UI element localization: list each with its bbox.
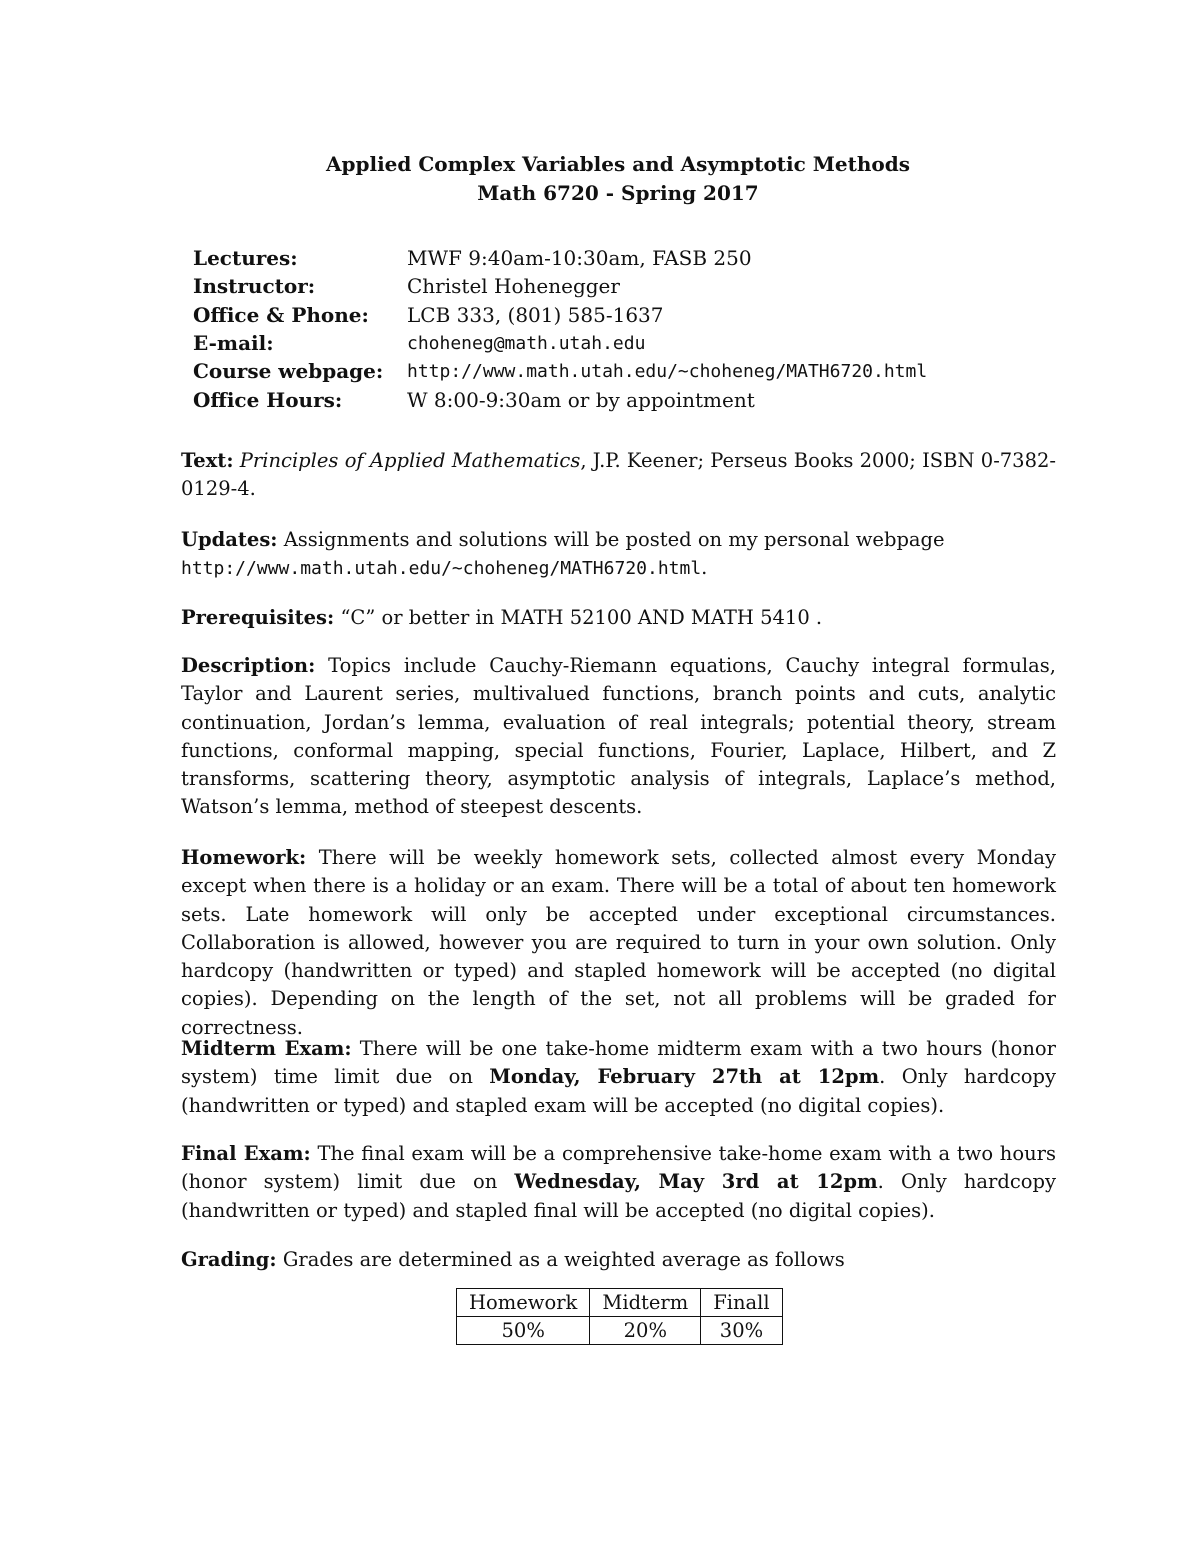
grading-paragraph	[181, 1246, 1056, 1274]
hours-label: Office Hours:	[193, 387, 343, 412]
info-row-email	[193, 329, 927, 357]
text-paragraph	[181, 447, 1056, 504]
updates-label: Updates:	[181, 528, 278, 551]
grading-header-homework: Homework	[457, 1289, 590, 1317]
midterm-label: Midterm Exam:	[181, 1037, 352, 1060]
grading-value-homework: 50%	[457, 1317, 590, 1345]
final-due-date: Wednesday, May 3rd at 12pm	[514, 1170, 878, 1194]
updates-paragraph	[181, 526, 1056, 584]
description-body: Topics include Cauchy-Riemann equations, Cauchy integral formulas, Taylor and Laurent series, multivalued functions, branch points and cuts, analytic continuation, Jordan’s lemma, evaluation of real integrals; potential theory, stream functions, conformal mapping, special functions, Fourier, Laplace, Hilbert, and Z transforms, scattering theory, asymptotic analysis of integrals, Laplace’s method, Watson’s lemma, method of steepest descents.	[181, 654, 1056, 819]
grading-header-row	[457, 1289, 783, 1317]
midterm-paragraph	[181, 1035, 1056, 1120]
final-body-start: The final exam will be a comprehensive take-home exam with a two hours (honor system) limit due on	[181, 1142, 1056, 1194]
info-row-instructor	[193, 272, 927, 300]
grading-header-midterm: Midterm	[590, 1289, 701, 1317]
info-row-lectures	[193, 244, 927, 272]
text-book-title: Principles of Applied Mathematics	[239, 449, 581, 472]
course-subtitle: Math 6720 - Spring 2017	[477, 181, 759, 205]
office-value: LCB 333, (801) 585-1637	[407, 302, 664, 327]
grading-body: Grades are determined as a weighted average as follows	[282, 1248, 845, 1271]
course-info-table	[193, 244, 927, 414]
email-value[interactable]: choheneg@math.utah.edu	[407, 332, 646, 354]
webpage-link[interactable]: http://www.math.utah.edu/~choheneg/MATH6720.html	[407, 360, 928, 382]
info-row-hours	[193, 385, 927, 413]
midterm-body-end: . Only hardcopy (handwritten or typed) and stapled exam will be accepted (no digital copies).	[181, 1065, 1056, 1117]
final-paragraph	[181, 1140, 1056, 1225]
updates-body: Assignments and solutions will be posted on my personal webpage	[283, 528, 945, 551]
office-label: Office & Phone:	[193, 302, 369, 327]
info-row-office	[193, 301, 927, 329]
grading-value-final: 30%	[701, 1317, 782, 1345]
updates-url-link[interactable]: http://www.math.utah.edu/~choheneg/MATH6720.html	[181, 558, 702, 580]
prerequisites-paragraph	[181, 604, 1056, 632]
email-label: E-mail:	[193, 331, 274, 356]
final-label: Final Exam:	[181, 1142, 311, 1165]
webpage-label: Course webpage:	[193, 359, 384, 384]
grading-values-row	[457, 1317, 783, 1345]
lectures-value: MWF 9:40am-10:30am, FASB 250	[407, 246, 752, 271]
prerequisites-body: “C” or better in MATH 52100 AND MATH 5410 .	[340, 606, 823, 629]
instructor-label: Instructor:	[193, 274, 316, 299]
hours-value: W 8:00-9:30am or by appointment	[407, 387, 755, 412]
lectures-label: Lectures:	[193, 246, 298, 271]
grading-value-midterm: 20%	[590, 1317, 701, 1345]
homework-label: Homework:	[181, 846, 307, 869]
text-label: Text:	[181, 449, 234, 472]
final-body-end: . Only hardcopy (handwritten or typed) and stapled final will be accepted (no digital copies).	[181, 1170, 1057, 1222]
instructor-value: Christel Hohenegger	[407, 274, 620, 299]
text-book-details: , J.P. Keener; Perseus Books 2000; ISBN 0-7382-0129-4.	[181, 449, 1056, 501]
description-paragraph	[181, 652, 1056, 822]
homework-paragraph	[181, 844, 1056, 1042]
course-title: Applied Complex Variables and Asymptotic Methods	[325, 152, 910, 176]
midterm-body-start: There will be one take-home midterm exam with a two hours (honor system) time limit due on	[181, 1037, 1056, 1089]
updates-end: .	[701, 556, 708, 580]
homework-body: There will be weekly homework sets, collected almost every Monday except when there is a holiday or an exam. There will be a total of about ten homework sets. Late homework will only be accepted under exceptional circumstances. Collaboration is allowed, however you are required to turn in your own solution. Only hardcopy (handwritten or typed) and stapled homework will be accepted (no digital copies). Depending on the length of the set, not all problems will be graded for correctness.	[181, 846, 1056, 1039]
prerequisites-label: Prerequisites:	[181, 606, 335, 629]
grading-label: Grading:	[181, 1248, 277, 1271]
description-label: Description:	[181, 654, 316, 677]
info-row-webpage	[193, 357, 927, 385]
grading-table	[456, 1288, 783, 1345]
midterm-due-date: Monday, February 27th at 12pm	[489, 1065, 880, 1089]
grading-header-final: Finall	[701, 1289, 782, 1317]
